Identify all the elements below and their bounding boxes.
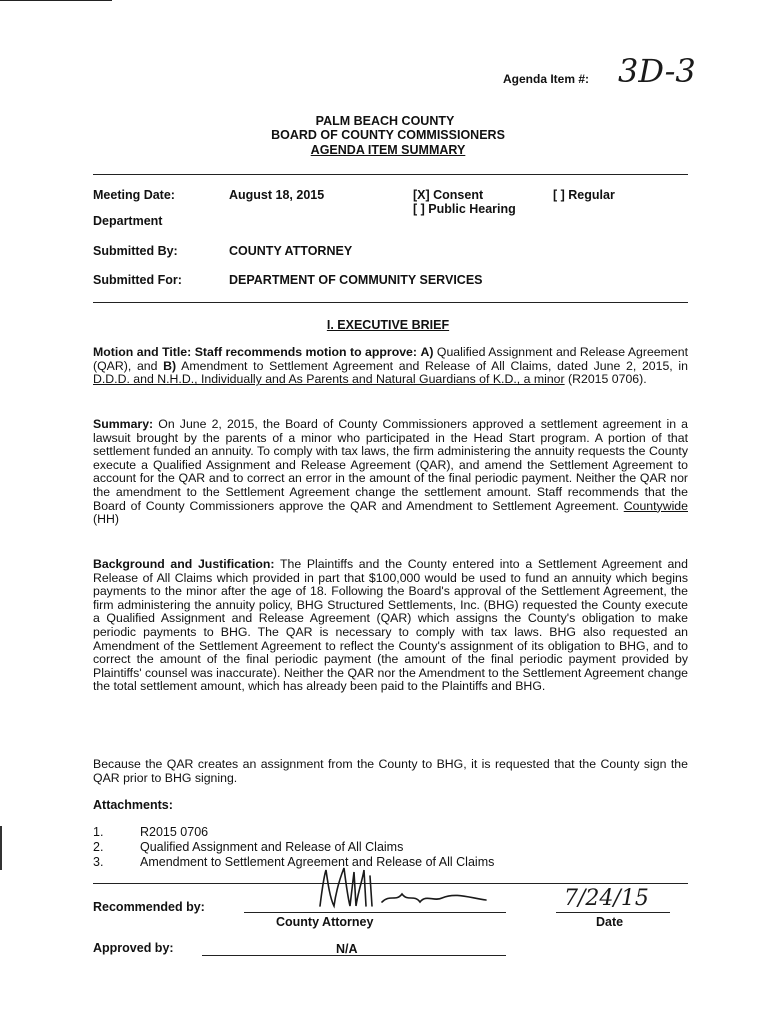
recommended-role: County Attorney: [276, 915, 374, 929]
executive-brief-title: I. EXECUTIVE BRIEF: [326, 318, 450, 332]
because-paragraph: Because the QAR creates an assignment from the County to BHG, it is requested that the County sign the QAR prior to BHG signing.: [93, 757, 688, 785]
submitted-for-label: Submitted For:: [93, 273, 182, 287]
consent-checkbox: [X] Consent: [413, 188, 484, 202]
approved-by-label: Approved by:: [93, 941, 174, 955]
meeting-date-value: August 18, 2015: [229, 188, 325, 202]
regular-checkbox: [ ] Regular: [553, 188, 615, 202]
document-title: AGENDA ITEM SUMMARY: [310, 143, 466, 157]
attachments-label: Attachments:: [93, 798, 173, 812]
attachment-item: 1. R2015 0706: [93, 825, 209, 839]
motion-and-title: [93, 346, 688, 387]
summary-paragraph: [93, 418, 688, 527]
summary-text: On June 2, 2015, the Board of County Commissioners approved a settlement agreement in a lawsuit brought by the parents of a minor who participated in the Head Start program. A portion of that settlement funded an annuity. To comply with tax laws, the firm administering the annuity requests the County execute a Qualified Assignment and Release Agreement (QAR), and amend the Settlement Agreement to account for the QAR and to correct an error in the amount of the final periodic payment. Neither the QAR nor the amendment to the Settlement Agreement change the settlement amount. Staff recommends that the Board of County Commissioners approve the QAR and Amendment to Settlement Agreement.: [93, 417, 688, 513]
motion-b-marker: B): [163, 358, 177, 373]
motion-a-marker: A): [420, 345, 434, 359]
recommended-signature-line: [244, 912, 506, 913]
motion-text-2: Amendment to Settlement Agreement and Release of All Claims, dated June 2, 2015, in: [176, 358, 688, 373]
case-parties: D.D.D. and N.H.D., Individually and As Parents and Natural Guardians of K.D., a minor: [93, 372, 565, 387]
submitted-for-value: DEPARTMENT OF COMMUNITY SERVICES: [229, 273, 483, 287]
summary-initials: (HH): [93, 512, 119, 527]
submitted-by-value: COUNTY ATTORNEY: [229, 244, 353, 258]
date-line: [556, 912, 670, 913]
attachment-item: 2. Qualified Assignment and Release of All Claims: [93, 840, 404, 854]
approved-value: N/A: [336, 942, 358, 956]
department-label: Department: [93, 214, 163, 228]
agenda-item-number-handwritten: 3D-3: [618, 52, 696, 90]
background-label: Background and Justification:: [93, 557, 275, 571]
motion-text-1: Qualified Assignment and Release Agreement (QAR), and: [93, 345, 688, 373]
public-hearing-checkbox: [ ] Public Hearing: [413, 202, 516, 216]
board-name: BOARD OF COUNTY COMMISSIONERS: [271, 128, 505, 142]
county-attorney-signature: [300, 862, 500, 914]
date-label: Date: [596, 915, 624, 929]
summary-district: Countywide: [623, 498, 688, 513]
attachment-item: 3. Amendment to Settlement Agreement and Release of All Claims: [93, 855, 495, 869]
meeting-divider: [93, 302, 688, 303]
motion-label: Motion and Title:: [93, 345, 192, 359]
motion-text-3: (R2015 0706).: [564, 372, 647, 387]
scan-edge-mark: [0, 826, 2, 870]
background-text: The Plaintiffs and the County entered into a Settlement Agreement and Release of All Claims which provided in part that $100,000 would be used to fund an annuity which begins payments to the minor after the age of 18. Following the Board's approval of the Settlement Agreement, the firm administering the annuity policy, BHG Structured Settlements, Inc. (BHG) requested the County execute a Qualified Assignment and Release Agreement (QAR) which assigns the County's obligation to make periodic payments to BHG. The QAR is necessary to comply with tax laws. BHG also requested an Amendment of the Settlement Agreement to reflect the County's assignment of its obligation to BHG, and to correct the amount of the final periodic payment (the amount of the final periodic payment provided by Plaintiffs' counsel was inaccurate). Neither the QAR nor the Amendment to the Settlement Agreement change the total settlement amount, which has already been paid to the Plaintiffs and BHG.: [93, 557, 688, 694]
background-paragraph: [93, 558, 688, 694]
date-handwritten: 7/24/15: [564, 886, 649, 911]
motion-lead: Staff recommends motion to approve:: [194, 345, 417, 359]
header-divider: [93, 174, 688, 175]
meeting-date-label: Meeting Date:: [93, 188, 175, 202]
summary-label: Summary:: [93, 417, 154, 431]
county-name: PALM BEACH COUNTY: [315, 114, 455, 128]
agenda-item-label: Agenda Item #:: [503, 72, 590, 86]
submitted-by-label: Submitted By:: [93, 244, 178, 258]
recommended-by-label: Recommended by:: [93, 900, 205, 914]
scan-artifact-line: [0, 0, 112, 1]
